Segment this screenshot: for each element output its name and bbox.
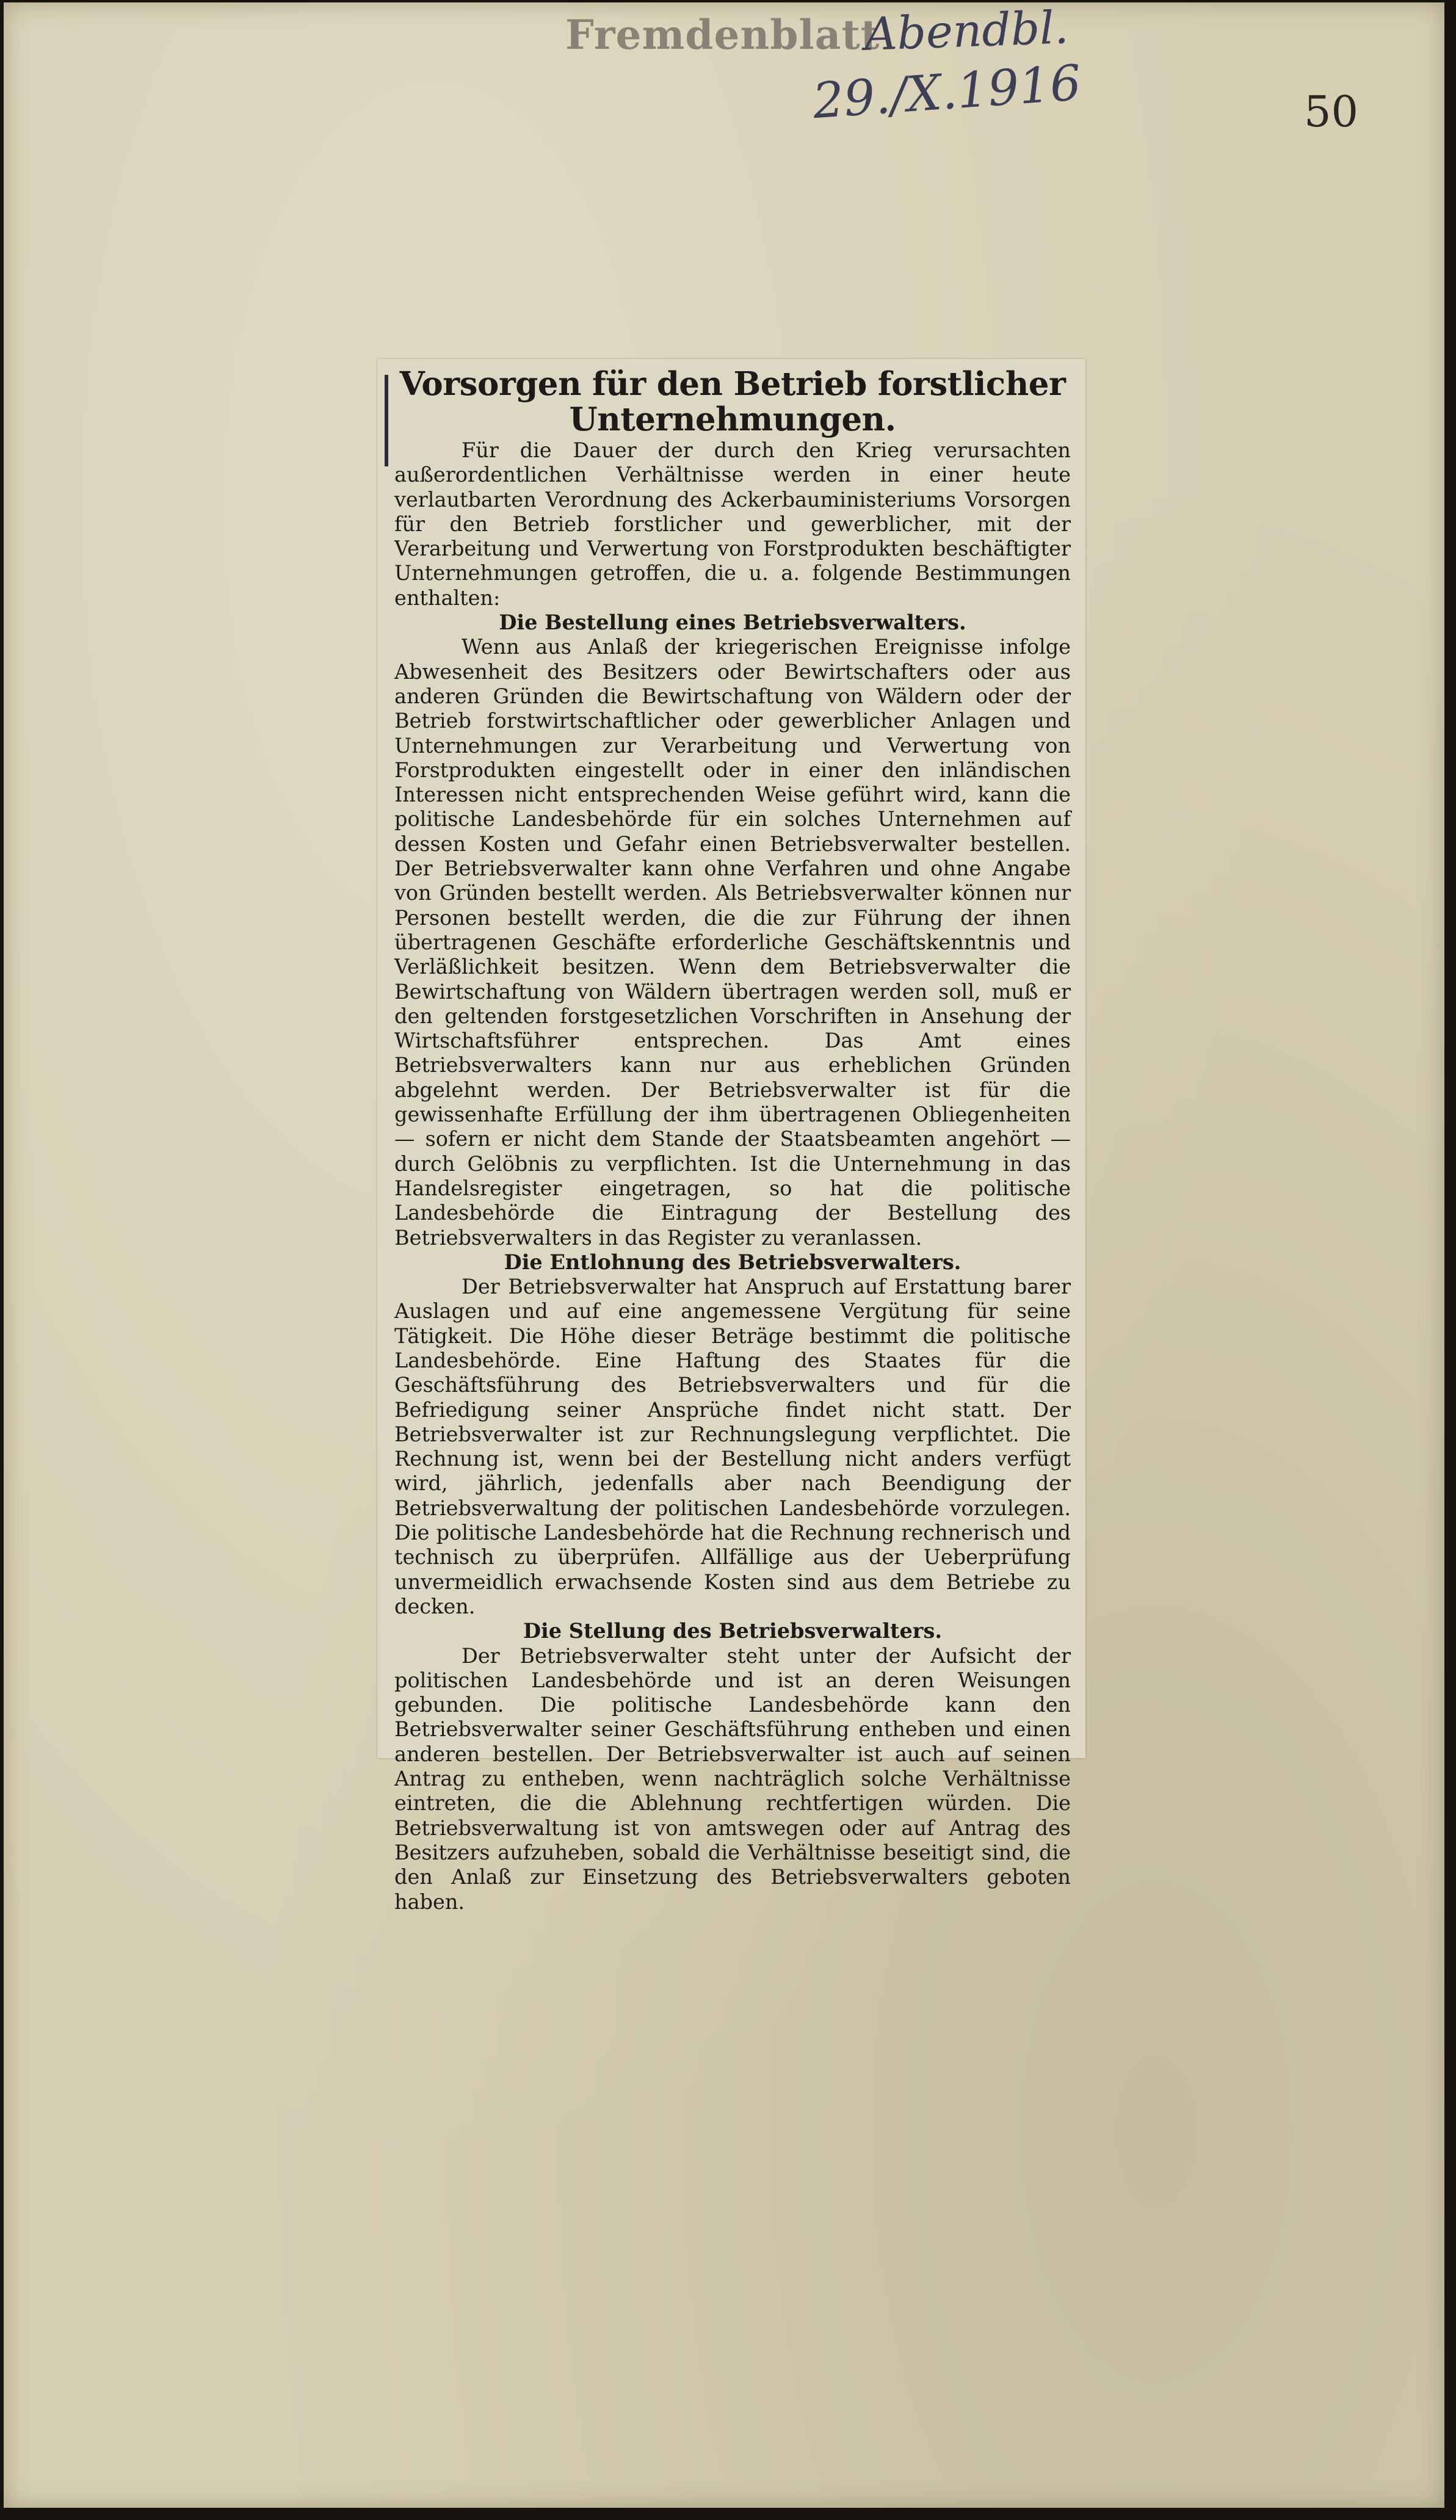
- handwritten-date: 29./X.1916: [811, 54, 1083, 130]
- section-heading: Die Bestellung eines Betriebsverwalters.: [499, 610, 966, 635]
- article-intro: Für die Dauer der durch den Krieg verursachten außerordentlichen Verhältnisse werden in einer heute verlautbarten Verordnung des Ackerbauministeriums Vorsorgen für den Betrieb forstlicher und gewerblicher, mit der Verarbeitung und Verwertung von Forstprodukten beschäftigter Unternehmungen getroffen, die u. a. folgende Bestimmungen enthalten:: [394, 438, 1071, 610]
- section-text: Der Betriebsverwalter steht unter der Aufsicht der politischen Landesbehörde und ist an deren Weisungen gebunden. Die politische Landesbehörde kann den Betriebsverwalter seiner Geschäftsführung entheben und einen anderen bestellen. Der Betriebsverwalter ist auch auf seinen Antrag zu entheben, wenn nachträglich solche Verhältnisse eintreten, die die Ablehnung rechtfertigen würden. Die Betriebsverwaltung ist von amtswegen oder auf Antrag des Besitzers aufzuheben, sobald die Verhältnisse beseitigt sind, die den Anlaß zur Einsetzung des Betriebsverwalters geboten haben.: [394, 1643, 1071, 1914]
- handwritten-edition: Abendbl.: [863, 1, 1070, 61]
- section-heading: Die Entlohnung des Betriebsverwalters.: [504, 1250, 962, 1274]
- article-title: Vorsorgen für den Betrieb forstlicher Unternehmungen.: [399, 365, 1066, 438]
- archive-sheet: [4, 2, 1444, 2508]
- section-text: Wenn aus Anlaß der kriegerischen Ereignisse infolge Abwesenheit des Besitzers oder Bewirtschafters oder aus anderen Gründen die Bewirtschaftung von Wäldern oder der Betrieb forstwirtschaftlicher oder gewerblicher Anlagen und Unternehmungen zur Verarbeitung und Verwertung von Forstprodukten eingestellt oder in einer den inländischen Interessen nicht entsprechenden Weise geführt wird, kann die politische Landesbehörde für ein solches Unternehmen auf dessen Kosten und Gefahr einen Betriebsverwalter bestellen. Der Betriebsverwalter kann ohne Verfahren und ohne Angabe von Gründen bestellt werden. Als Betriebsverwalter können nur Personen bestellt werden, die die zur Führung der ihnen übertragenen Geschäfte erforderliche Geschäftskenntnis und Verläßlichkeit besitzen. Wenn dem Betriebsverwalter die Bewirtschaftung von Wäldern übertragen werden soll, muß er den geltenden forstgesetzlichen Vorschriften in Ansehung der Wirtschaftsführer entsprechen. Das Amt eines Betriebsverwalters kann nur aus erheblichen Gründen abgelehnt werden. Der Betriebsverwalter ist für die gewissenhafte Erfüllung der ihm übertragenen Obliegenheiten — sofern er nicht dem Stande der Staatsbeamten angehört — durch Gelöbnis zu verpflichten. Ist die Unternehmung in das Handelsregister eingetragen, so hat die politische Landesbehörde die Eintragung der Bestellung des Betriebsverwalters in das Register zu veranlassen.: [394, 635, 1071, 1250]
- article: [394, 366, 1071, 1914]
- section-heading: Die Stellung des Betriebsverwalters.: [523, 1619, 942, 1643]
- page-number: 50: [1304, 87, 1359, 137]
- clipping-edge-mark: [385, 375, 388, 466]
- newspaper-stamp: Fremdenblatt: [565, 11, 880, 59]
- section-text: Der Betriebsverwalter hat Anspruch auf Erstattung barer Auslagen und auf eine angemessene Vergütung für seine Tätigkeit. Die Höhe dieser Beträge bestimmt die politische Landesbehörde. Eine Haftung des Staates für die Geschäftsführung des Betriebsverwalters und für die Befriedigung seiner Ansprüche findet nicht statt. Der Betriebsverwalter ist zur Rechnungslegung verpflichtet. Die Rechnung ist, wenn bei der Bestellung nicht anders verfügt wird, jährlich, jedenfalls aber nach Beendigung der Betriebsverwaltung der politischen Landesbehörde vorzulegen. Die politische Landesbehörde hat die Rechnung rechnerisch und technisch zu überprüfen. Allfällige aus der Ueberprüfung unvermeidlich erwachsende Kosten sind aus dem Betriebe zu decken.: [394, 1275, 1071, 1618]
